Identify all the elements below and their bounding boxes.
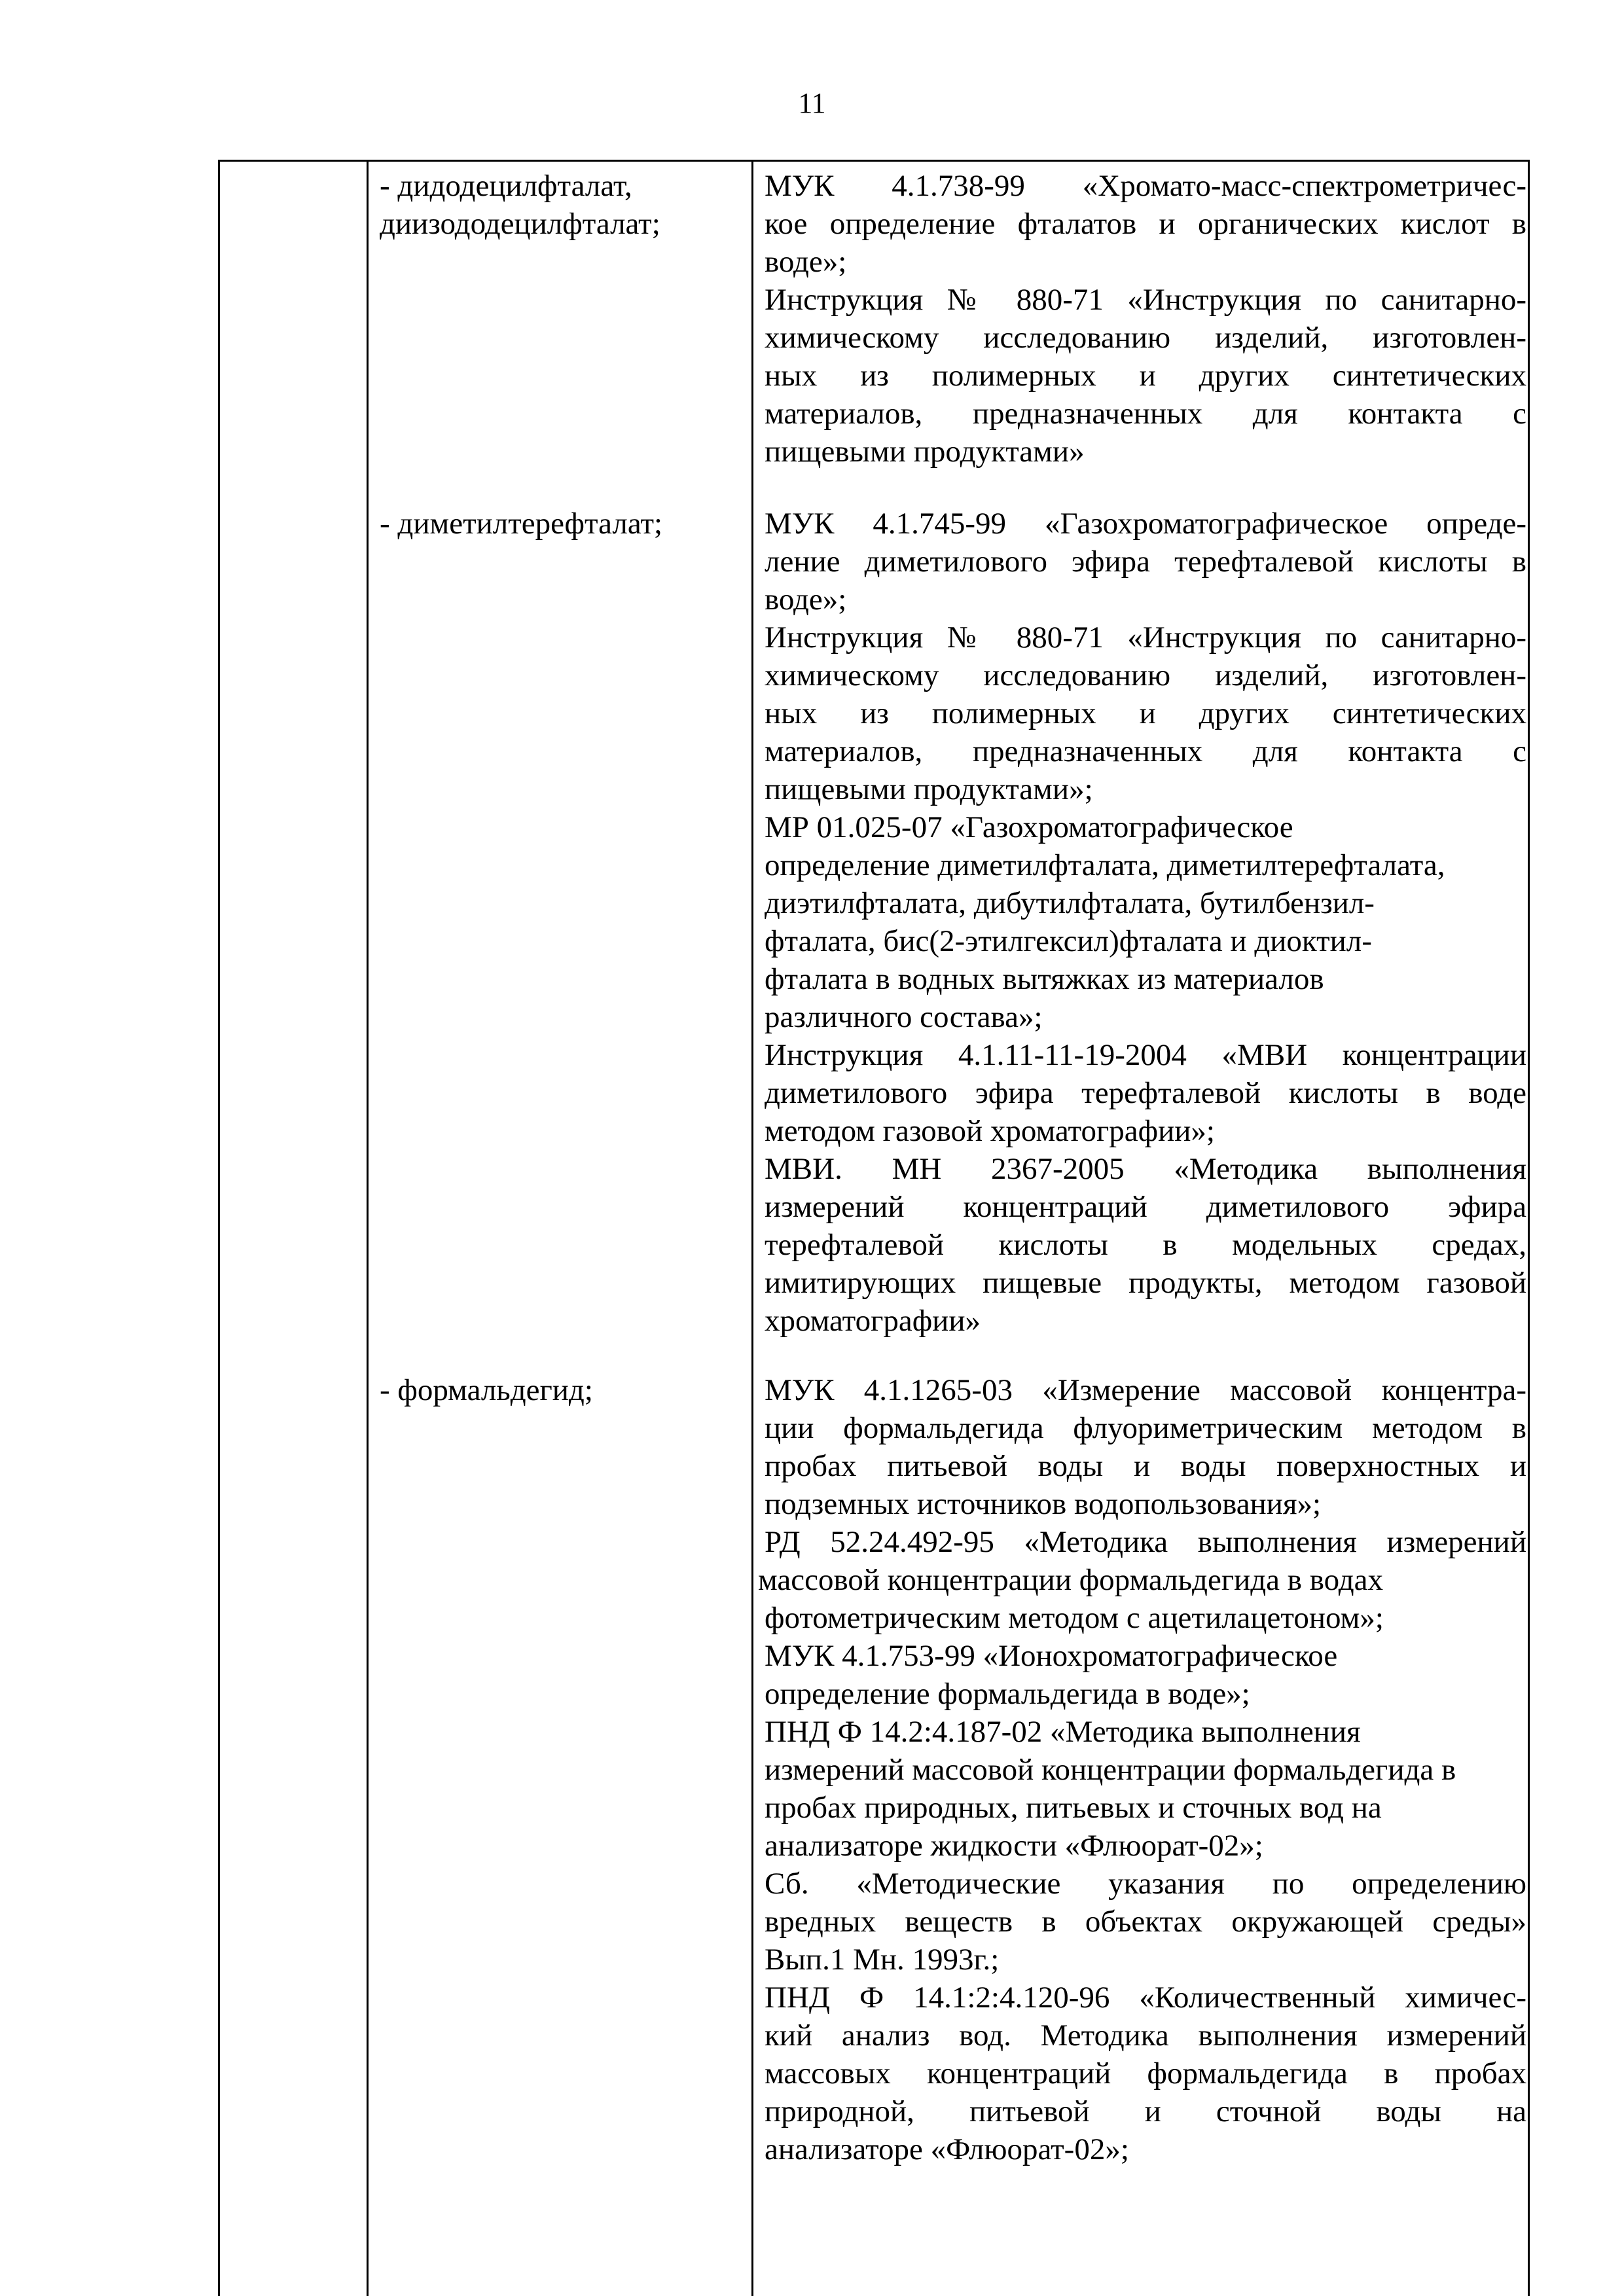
method-entry xyxy=(758,1523,1526,1637)
text-line: Инструкция 4.1.11-11-19-2004 «МВИ концентрации xyxy=(765,1038,1526,1072)
text-line: химическому исследованию изделий, изготовлен- xyxy=(765,321,1526,355)
method-entry xyxy=(765,1371,1526,1523)
text-line: имитирующих пищевые продукты, методом газовой xyxy=(765,1266,1526,1300)
text-line: диэтилфталата, дибутилфталата, бутилбензил- xyxy=(765,886,1375,920)
text-line: химическому исследованию изделий, изготовлен- xyxy=(765,658,1526,692)
method-entry xyxy=(765,1979,1526,2168)
method-entry xyxy=(765,619,1526,808)
text-line: различного состава»; xyxy=(765,1000,1043,1034)
text-line: природной, питьевой и сточной воды на xyxy=(765,2094,1526,2128)
text-line: материалов, предназначенных для контакта с xyxy=(765,734,1526,768)
text-line: пищевыми продуктами»; xyxy=(765,772,1093,806)
method-cell xyxy=(765,505,1526,1340)
substance-cell xyxy=(380,1371,733,1409)
text-line: массовой концентрации формальдегида в водах xyxy=(758,1563,1384,1597)
text-line: кое определение фталатов и органических кислот в xyxy=(765,207,1526,241)
text-line: фотометрическим методом с ацетилацетоном»; xyxy=(765,1601,1384,1635)
text-line: ции формальдегида флуориметрическим методом в xyxy=(765,1411,1526,1445)
text-line: хроматографии» xyxy=(765,1304,981,1338)
text-line: Инструкция № 880-71 «Инструкция по санитарно- xyxy=(765,620,1526,655)
table-column-divider-2 xyxy=(751,160,753,2296)
table-right-border xyxy=(1528,160,1530,2296)
text-line: воде»; xyxy=(765,245,847,279)
method-entry xyxy=(765,1713,1526,1865)
substance-line: - формальдегид; xyxy=(380,1373,593,1407)
substance-line: - диметилтерефталат; xyxy=(380,507,663,541)
method-entry xyxy=(765,167,1526,281)
method-entry xyxy=(765,505,1526,619)
text-line: диметилового эфира терефталевой кислоты в воде xyxy=(765,1076,1526,1110)
text-line: вредных веществ в объектах окружающей среды» xyxy=(765,1905,1526,1939)
text-line: определение диметилфталата, диметилтерефталата, xyxy=(765,848,1445,882)
text-line: измерений массовой концентрации формальдегида в xyxy=(765,1753,1456,1787)
text-line: фталата в водных вытяжках из материалов xyxy=(765,962,1324,996)
substance-line: - дидодецилфталат, xyxy=(380,169,632,203)
text-line: МУК 4.1.753-99 «Ионохроматографическое xyxy=(765,1639,1338,1673)
method-entry xyxy=(765,1150,1526,1340)
substance-cell xyxy=(380,167,733,243)
text-line: МР 01.025-07 «Газохроматографическое xyxy=(765,810,1293,844)
text-line: терефталевой кислоты в модельных средах, xyxy=(765,1228,1526,1262)
table-top-border xyxy=(218,160,1530,162)
method-entry xyxy=(765,808,1526,1036)
method-entry xyxy=(765,1865,1526,1979)
substance-cell xyxy=(380,505,733,543)
method-cell xyxy=(765,167,1526,471)
text-line: ПНД Ф 14.2:4.187-02 «Методика выполнения xyxy=(765,1715,1361,1749)
text-line: фталата, бис(2-этилгексил)фталата и диоктил- xyxy=(765,924,1372,958)
table-column-divider-1 xyxy=(367,160,369,2296)
text-line: измерений концентраций диметилового эфира xyxy=(765,1190,1526,1224)
text-line: подземных источников водопользования»; xyxy=(765,1487,1322,1521)
text-line: анализаторе «Флюорат-02»; xyxy=(765,2132,1129,2166)
page-number: 11 xyxy=(798,87,826,119)
method-entry xyxy=(765,1036,1526,1150)
text-line: МУК 4.1.745-99 «Газохроматографическое опреде- xyxy=(765,507,1526,541)
method-entry xyxy=(765,1637,1526,1713)
table-left-border xyxy=(218,160,220,2296)
text-line: ление диметилового эфира терефталевой кислоты в xyxy=(765,545,1526,579)
text-line: МУК 4.1.738-99 «Хромато-масс-спектрометричес- xyxy=(765,169,1526,203)
text-line: массовых концентраций формальдегида в пробах xyxy=(765,2056,1526,2090)
substance-line: диизододецилфталат; xyxy=(380,207,660,241)
text-line: Сб. «Методические указания по определению xyxy=(765,1867,1526,1901)
text-line: ных из полимерных и других синтетических xyxy=(765,696,1526,730)
text-line: определение формальдегида в воде»; xyxy=(765,1677,1250,1711)
text-line: пробах природных, питьевых и сточных вод на xyxy=(765,1791,1382,1825)
text-line: ПНД Ф 14.1:2:4.120-96 «Количественный химичес- xyxy=(765,1981,1526,2015)
text-line: Вып.1 Мн. 1993г.; xyxy=(765,1943,1000,1977)
text-line: воде»; xyxy=(765,583,847,617)
text-line: пробах питьевой воды и воды поверхностных и xyxy=(765,1449,1526,1483)
text-line: кий анализ вод. Методика выполнения измерений xyxy=(765,2018,1526,2053)
text-line: методом газовой хроматографии»; xyxy=(765,1114,1215,1148)
text-line: ных из полимерных и других синтетических xyxy=(765,359,1526,393)
text-line: МВИ. МН 2367-2005 «Методика выполнения xyxy=(765,1152,1526,1186)
method-cell xyxy=(758,1371,1526,2168)
text-line: материалов, предназначенных для контакта с xyxy=(765,397,1526,431)
method-entry xyxy=(765,281,1526,471)
text-line: РД 52.24.492-95 «Методика выполнения измерений xyxy=(765,1525,1526,1559)
text-line: МУК 4.1.1265-03 «Измерение массовой концентра- xyxy=(765,1373,1526,1407)
text-line: анализаторе жидкости «Флюорат-02»; xyxy=(765,1829,1263,1863)
text-line: Инструкция № 880-71 «Инструкция по санитарно- xyxy=(765,283,1526,317)
text-line: пищевыми продуктами» xyxy=(765,435,1085,469)
